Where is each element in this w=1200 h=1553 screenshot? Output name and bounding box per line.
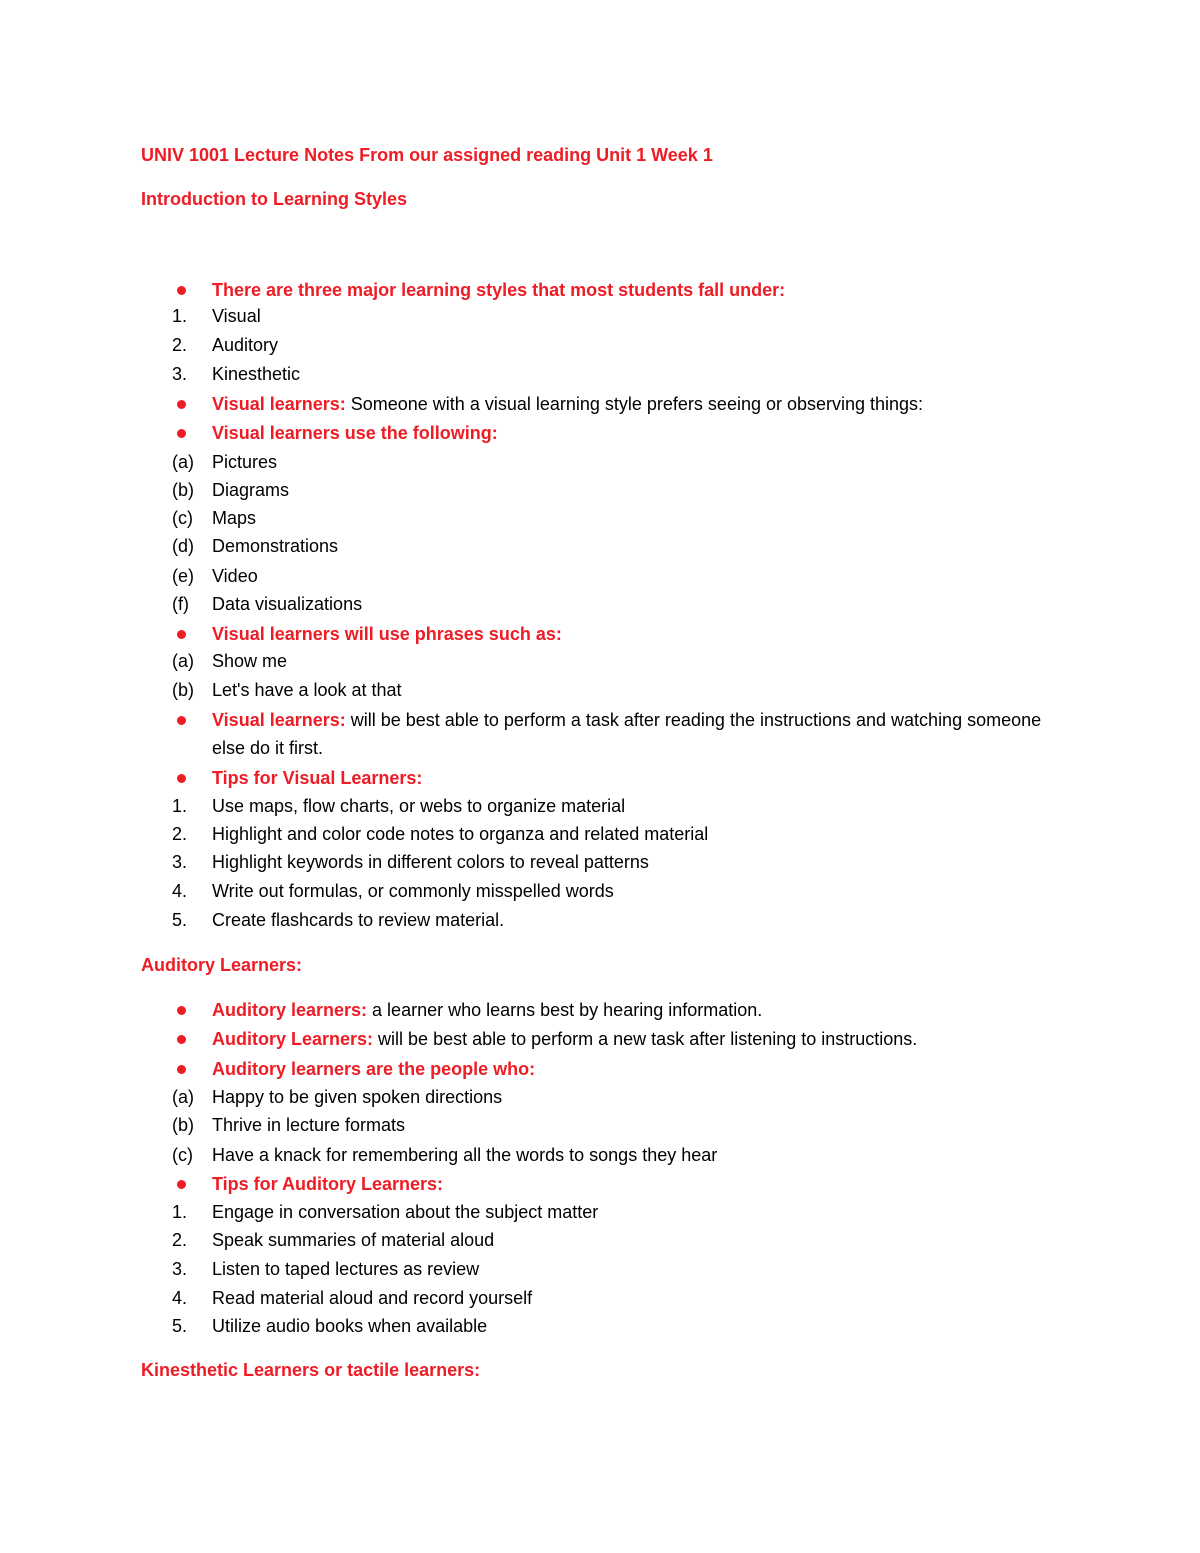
bullet-icon — [177, 630, 186, 639]
list-number: 1. — [172, 796, 188, 816]
bullet-icon — [177, 1180, 186, 1189]
list-text: Video — [212, 566, 258, 586]
bullet-icon — [177, 1006, 186, 1015]
bullet-icon — [177, 1065, 186, 1074]
list-letter: (d) — [172, 536, 194, 556]
bullet-text: Visual learners use the following: — [212, 423, 498, 443]
list-text: Maps — [212, 508, 257, 528]
list-text: Kinesthetic — [212, 364, 301, 384]
bullet-text: Visual learners will use phrases such as: — [212, 624, 562, 644]
bullet-icon — [177, 774, 186, 783]
list-text: Diagrams — [212, 480, 290, 500]
list-letter: (b) — [172, 480, 194, 500]
bullet-body: a learner who learns best by hearing information. — [367, 1000, 763, 1020]
list-letter: (e) — [172, 566, 194, 586]
list-text: Read material aloud and record yourself — [212, 1288, 533, 1308]
list-number: 4. — [172, 1288, 188, 1308]
list-letter: (a) — [172, 452, 194, 472]
list-number: 1. — [172, 1202, 188, 1222]
bullet-icon — [177, 716, 186, 725]
list-number: 3. — [172, 1259, 188, 1279]
list-number: 3. — [172, 852, 188, 872]
list-number: 2. — [172, 824, 188, 844]
bullet-text — [212, 393, 923, 415]
list-text: Engage in conversation about the subject matter — [212, 1202, 599, 1222]
list-text: Create flashcards to review material. — [212, 910, 505, 930]
list-text: Auditory — [212, 335, 279, 355]
bullet-text: Tips for Visual Learners: — [212, 768, 423, 788]
list-number: 5. — [172, 1316, 188, 1336]
list-letter: (c) — [172, 508, 193, 528]
list-text: Show me — [212, 651, 288, 671]
list-letter: (b) — [172, 1115, 194, 1135]
list-number: 2. — [172, 1230, 188, 1250]
bullet-text — [212, 706, 1072, 762]
bullet-icon — [177, 400, 186, 409]
bullet-body: Someone with a visual learning style prefers seeing or observing things: — [345, 394, 924, 414]
bullet-icon — [177, 286, 186, 295]
list-letter: (c) — [172, 1145, 193, 1165]
list-text: Data visualizations — [212, 594, 363, 614]
bullet-label: Auditory learners: — [212, 1000, 368, 1020]
bullet-item — [172, 706, 1072, 762]
list-text: Speak summaries of material aloud — [212, 1230, 495, 1250]
bullet-icon — [177, 429, 186, 438]
document-title: UNIV 1001 Lecture Notes From our assigned reading Unit 1 Week 1 — [141, 145, 713, 165]
document-subtitle: Introduction to Learning Styles — [141, 189, 408, 209]
list-number: 3. — [172, 364, 188, 384]
list-text: Thrive in lecture formats — [212, 1115, 406, 1135]
list-letter: (b) — [172, 680, 194, 700]
list-letter: (a) — [172, 1087, 194, 1107]
list-number: 1. — [172, 306, 188, 326]
bullet-icon — [177, 1035, 186, 1044]
list-text: Highlight keywords in different colors to reveal patterns — [212, 852, 649, 872]
bullet-label: Visual learners: — [212, 710, 346, 730]
list-text: Pictures — [212, 452, 278, 472]
list-text: Happy to be given spoken directions — [212, 1087, 503, 1107]
bullet-body: will be best able to perform a new task after listening to instructions. — [373, 1029, 918, 1049]
list-text: Highlight and color code notes to organza and related material — [212, 824, 709, 844]
list-text: Visual — [212, 306, 261, 326]
list-number: 5. — [172, 910, 188, 930]
list-text: Have a knack for remembering all the words to songs they hear — [212, 1145, 718, 1165]
list-number: 4. — [172, 881, 188, 901]
bullet-text — [212, 999, 762, 1021]
bullet-body: will be best able to perform a task after reading the instructions and watching someone else do it first. — [212, 710, 1042, 758]
bullet-text: Tips for Auditory Learners: — [212, 1174, 444, 1194]
list-text: Write out formulas, or commonly misspelled words — [212, 881, 614, 901]
bullet-text: There are three major learning styles that most students fall under: — [212, 280, 786, 300]
list-text: Demonstrations — [212, 536, 339, 556]
list-text: Use maps, flow charts, or webs to organize material — [212, 796, 626, 816]
list-number: 2. — [172, 335, 188, 355]
bullet-text: Auditory learners are the people who: — [212, 1059, 536, 1079]
bullet-text — [212, 1028, 917, 1050]
section-heading-auditory: Auditory Learners: — [141, 955, 303, 975]
list-letter: (f) — [172, 594, 189, 614]
list-text: Utilize audio books when available — [212, 1316, 488, 1336]
bullet-label: Visual learners: — [212, 394, 346, 414]
section-heading-kinesthetic: Kinesthetic Learners or tactile learners: — [141, 1360, 481, 1380]
list-text: Listen to taped lectures as review — [212, 1259, 480, 1279]
list-letter: (a) — [172, 651, 194, 671]
bullet-label: Auditory Learners: — [212, 1029, 374, 1049]
list-text: Let's have a look at that — [212, 680, 402, 700]
